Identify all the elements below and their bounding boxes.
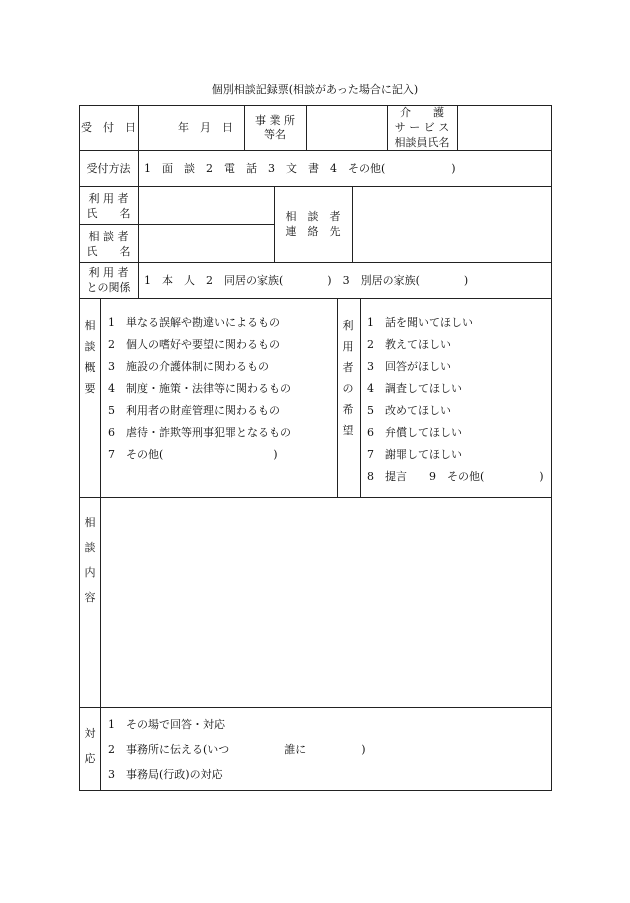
content-field[interactable] [101,498,551,707]
care-label-line1: 介 護 [400,106,444,119]
summary-item[interactable]: 6 虐待・詐欺等刑事犯罪となるもの [108,426,291,439]
contact-label-line1: 相 談 者 [285,210,341,223]
user-name-label-line1: 利 用 者 [88,192,129,205]
summary-item[interactable]: 1 単なる誤解や勘違いによるもの [108,316,280,329]
summary-item[interactable]: 4 制度・施策・法律等に関わるもの [108,382,291,395]
summary-item[interactable]: 2 個人の嗜好や要望に関わるもの [108,338,280,351]
contact-label-line2: 連 絡 先 [285,225,341,238]
office-label-line1: 事 業 所 [255,114,295,127]
care-label-line2: サ ー ビ ス [394,121,450,134]
contact-field[interactable] [353,187,551,262]
summary-label: 相 談 概 要 [84,319,96,395]
received-date-field[interactable]: 年 月 日 [178,121,233,134]
content-label: 相 談 内 容 [84,516,96,604]
relation-label-line2: との関係 [86,281,131,294]
response-item[interactable]: 2 事務所に伝える(いつ 誰に ) [108,743,366,756]
consultant-name-label-line1: 相 談 者 [88,230,129,243]
method-options[interactable]: 1 面 談 2 電 話 3 文 書 4 その他( ) [144,162,456,175]
summary-item[interactable]: 3 施設の介護体制に関わるもの [108,360,269,373]
wish-item[interactable]: 1 話を聞いてほしい [367,316,473,329]
response-label: 対 応 [84,727,96,765]
wish-item[interactable]: 3 回答がほしい [367,360,451,373]
wish-item[interactable]: 2 教えてほしい [367,338,451,351]
method-label: 受付方法 [86,162,131,175]
care-label-line3: 相談員氏名 [394,136,450,149]
received-date-label: 受 付 日 [81,121,136,134]
response-item[interactable]: 3 事務局(行政)の対応 [108,768,223,781]
relation-label-line1: 利 用 者 [88,266,129,279]
care-consultant-name-field[interactable] [458,106,551,150]
summary-item[interactable]: 5 利用者の財産管理に関わるもの [108,404,280,417]
consultant-name-label-line2: 氏 名 [86,245,131,258]
wish-item[interactable]: 5 改めてほしい [367,404,451,417]
wish-item[interactable]: 4 調査してほしい [367,382,462,395]
user-name-label-line2: 氏 名 [86,207,131,220]
office-name-field[interactable] [307,106,387,150]
relation-options[interactable]: 1 本 人 2 同居の家族( ) 3 別居の家族( ) [144,274,469,287]
form-title: 個別相談記録票(相談があった場合に記入) [211,83,419,96]
consultant-name-field[interactable] [139,225,274,262]
summary-item[interactable]: 7 その他( ) [108,448,278,461]
office-label-line2: 等名 [264,128,286,141]
user-name-field[interactable] [139,187,274,224]
wish-item[interactable]: 8 提言 9 その他( ) [367,470,544,483]
wishes-label: 利 用 者 の 希 望 [342,319,354,437]
wish-item[interactable]: 6 弁償してほしい [367,426,462,439]
response-item[interactable]: 1 その場で回答・対応 [108,718,225,731]
wish-item[interactable]: 7 謝罪してほしい [367,448,462,461]
